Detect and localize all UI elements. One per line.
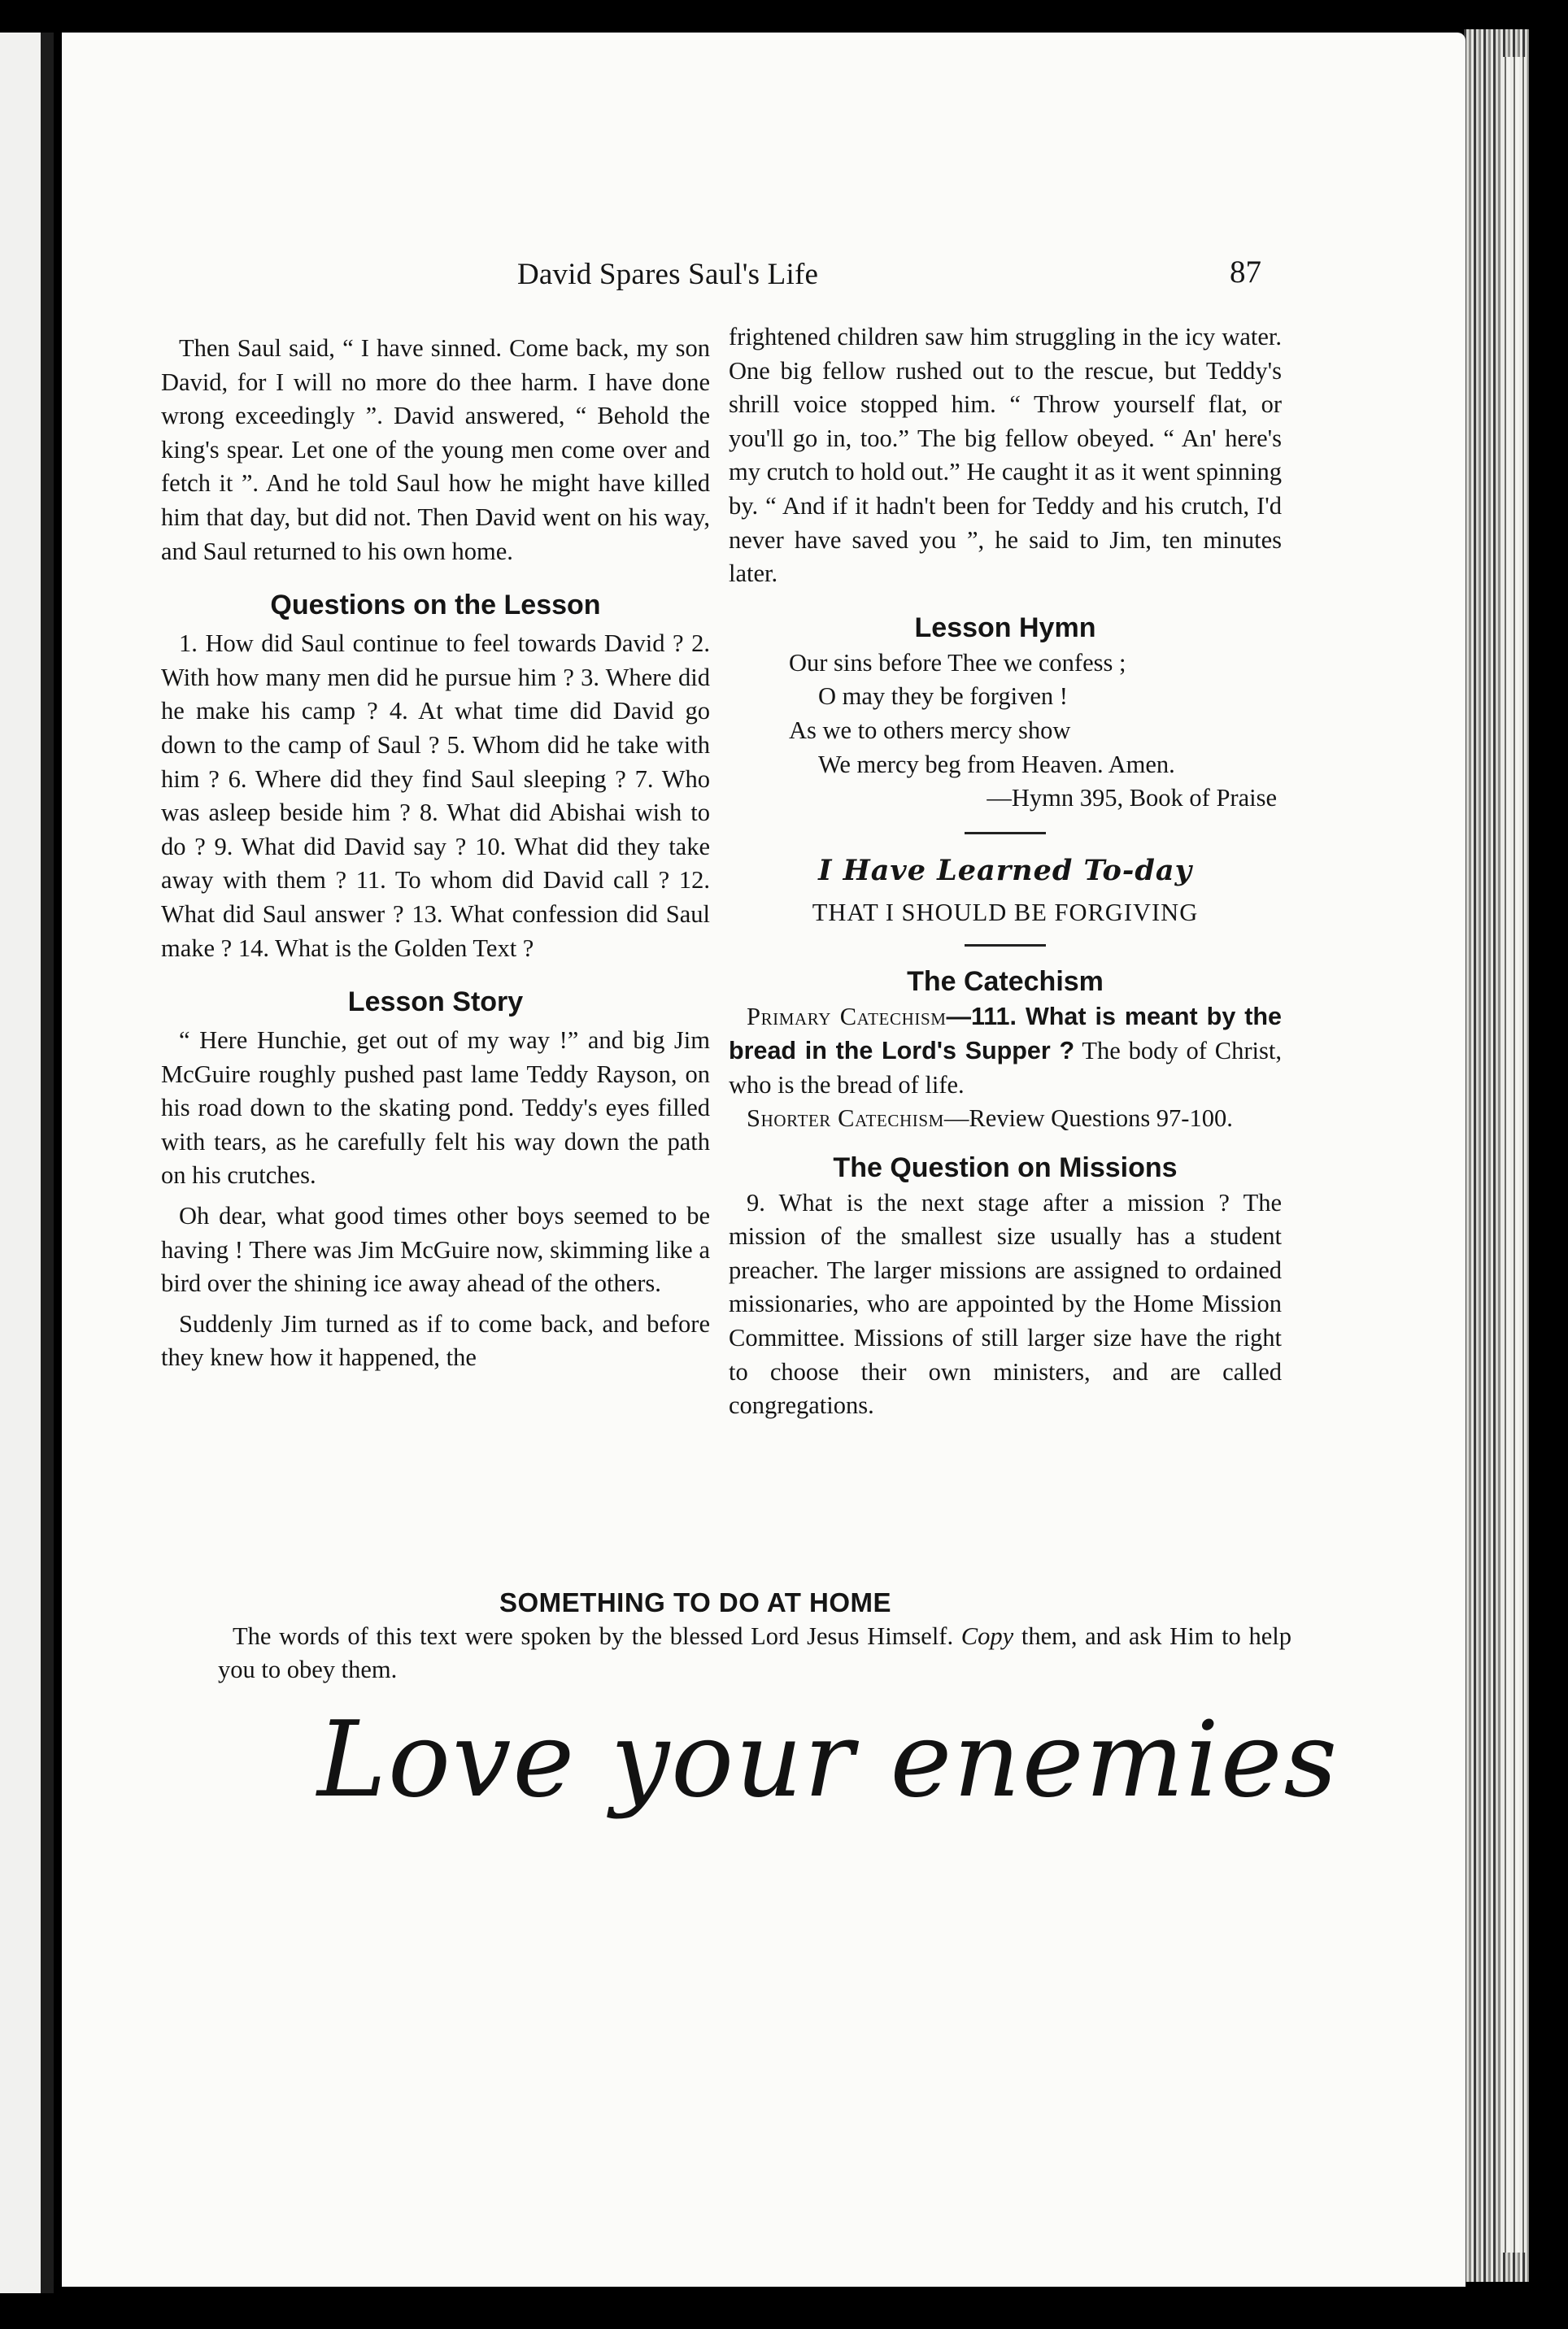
primary-catechism-question: —111. What is meant by the bread in the Lord's Supper ? <box>729 1003 1283 1064</box>
right-column <box>729 320 1282 1423</box>
script-golden-text: Love your enemies <box>317 1700 1339 1821</box>
primary-catechism-answer: The body of Christ, who is the bread of life. <box>729 1036 1282 1099</box>
lesson-intro-paragraph: Then Saul said, “ I have sinned. Come back, my son David, for I will no more do thee harm. I have done wrong exceedingly ”. David answered, “ Behold the king's spear. Let one of the young men come over and fetch it ”. And he told Saul how he might have killed him that day, but did not. Then David went on his way, and Saul returned to his own home. <box>161 334 710 565</box>
primary-catechism-label: Primary Catechism <box>747 1003 947 1031</box>
page-stack-edges-inner <box>1501 57 1526 2253</box>
questions-paragraph: 1. How did Saul continue to feel towards David ? 2. With how many men did he pursue him ? 3. Where did he make his camp ? 4. At what time did David go down to the camp of Saul ? 5. Whom did he take with him ? 6. Where did they find Saul sleeping ? 7. Who was asleep beside him ? 8. What did Abishai wish to do ? 9. What did David say ? 10. What did they take away with them ? 11. To whom did David call ? 12. What did Saul answer ? 13. What confession did Saul make ? 14. What is the Golden Text ? <box>161 629 710 962</box>
home-text-before: The words of this text were spoken by the blessed Lord Jesus Himself. <box>233 1622 961 1650</box>
questions-heading: Questions on the Lesson <box>270 590 601 621</box>
section-rule <box>965 944 1046 947</box>
shorter-catechism-text: —Review Questions 97-100. <box>943 1104 1233 1133</box>
shorter-catechism <box>729 1102 1282 1136</box>
hymn-line: As we to others mercy show <box>789 716 1071 744</box>
story-paragraph-2: Oh dear, what good times other boys seemed to be having ! There was Jim McGuire now, skimming like a bird over the shining ice away ahead of the others. <box>161 1202 710 1298</box>
hymn-line: O may they be forgiven ! <box>818 682 1068 711</box>
section-rule <box>965 832 1046 834</box>
home-activity-text <box>218 1620 1291 1687</box>
hymn-line: We mercy beg from Heaven. Amen. <box>818 750 1175 778</box>
learned-today-text: THAT I SHOULD BE FORGIVING <box>812 898 1199 926</box>
missions-heading: The Question on Missions <box>833 1151 1178 1183</box>
page-number: 87 <box>1230 255 1261 289</box>
lesson-story-heading: Lesson Story <box>347 986 524 1018</box>
primary-catechism <box>729 1000 1282 1102</box>
facing-page-edge <box>0 33 54 2293</box>
home-text-after: them, and ask Him to help you to obey them. <box>218 1622 1292 1683</box>
story-continuation: frightened children saw him struggling in the icy water. One big fellow rushed out to the rescue, but Teddy's shrill voice stopped him. “ Throw yourself flat, or you'll go in, too.” The big fellow obeyed. “ An' here's my crutch to hold out.” He caught it as it went spinning by. “ And if it hadn't been for Teddy and his crutch, I'd never have saved you ”, he said to Jim, ten minutes later. <box>729 323 1282 588</box>
hymn-source: —Hymn 395, Book of Praise <box>987 784 1277 812</box>
home-activity-heading: SOMETHING TO DO AT HOME <box>499 1587 892 1617</box>
lesson-hymn-heading: Lesson Hymn <box>914 612 1096 643</box>
story-paragraph-1: “ Here Hunchie, get out of my way !” and big Jim McGuire roughly pushed past lame Teddy Rayson, on his road down to the skating pond. Teddy's eyes filled with tears, as he carefully felt his way down the path on his crutches. <box>161 1026 710 1190</box>
running-head: David Spares Saul's Life <box>517 258 819 291</box>
hymn-line: Our sins before Thee we confess ; <box>789 648 1126 677</box>
catechism-heading: The Catechism <box>907 966 1104 998</box>
home-text-copy: Copy <box>960 1622 1014 1650</box>
missions-paragraph: 9. What is the next stage after a mission ? The mission of the smallest size usually has a student preacher. The larger missions are assigned to ordained missionaries, who are appointed by the Home Mission Committee. Missions of still larger size have the right to choose their own ministers, and are called congregations. <box>729 1188 1282 1420</box>
shorter-catechism-label: Shorter Catechism <box>747 1104 944 1133</box>
story-paragraph-3: Suddenly Jim turned as if to come back, and before they knew how it happened, the <box>161 1309 710 1372</box>
left-column <box>161 332 710 1375</box>
hymn-verse <box>729 646 1282 816</box>
learned-today-heading: I Have Learned To-day <box>818 853 1192 887</box>
